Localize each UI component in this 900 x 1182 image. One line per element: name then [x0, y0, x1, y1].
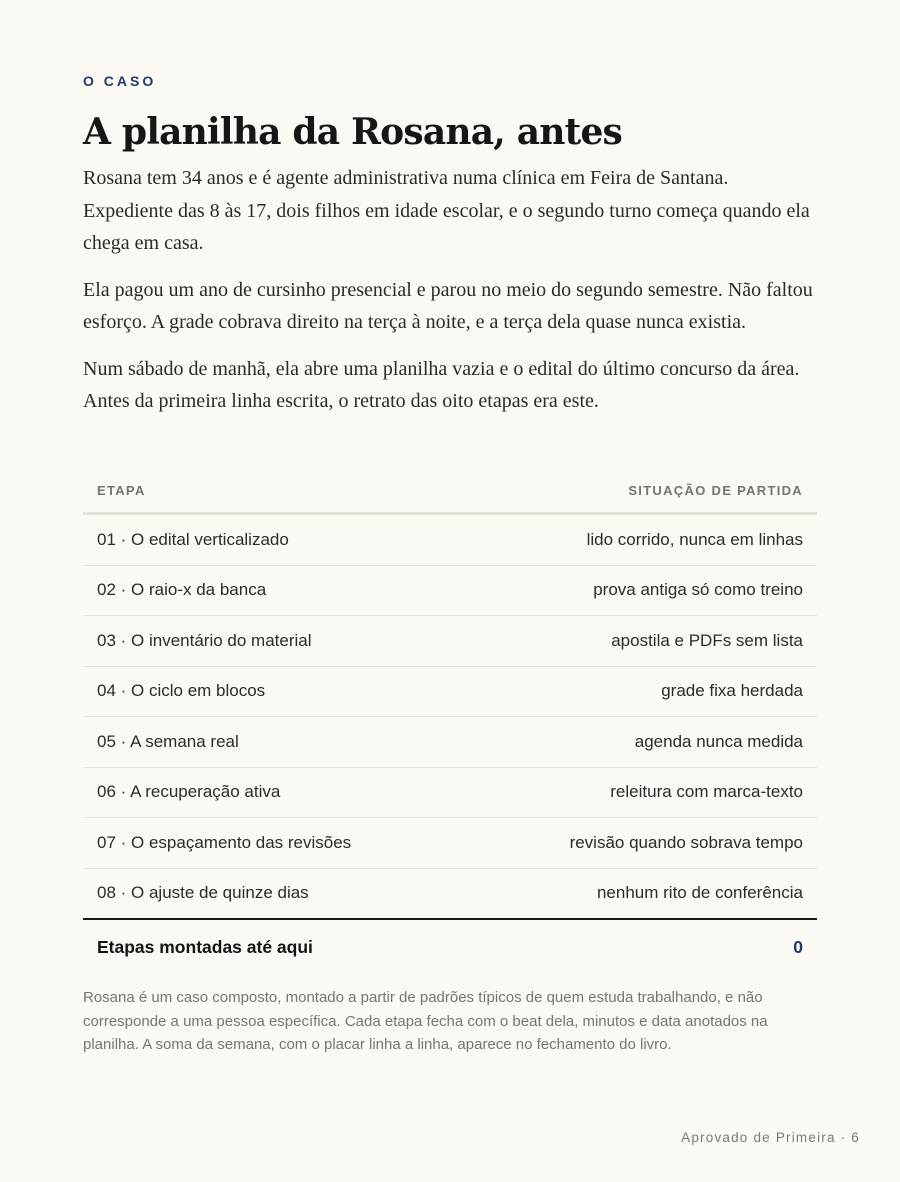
status-cell: apostila e PDFs sem lista [611, 630, 803, 650]
status-cell: nenhum rito de conferência [596, 883, 803, 903]
table-total-row [83, 920, 817, 974]
table-header [83, 468, 817, 515]
table-row [83, 717, 817, 768]
paragraph: Num sábado de manhã, ela abre uma planilha vazia e o edital do último concurso da área. Antes da primeira linha escrita, o retrato das oito etapas era este. [83, 357, 800, 412]
status-cell: grade fixa herdada [661, 681, 803, 701]
table-row [83, 869, 817, 921]
stage-cell: 05 · A semana real [97, 731, 239, 751]
body-text [83, 162, 817, 432]
total-label: Etapas montadas até aqui [97, 936, 313, 957]
stage-cell: 04 · O ciclo em blocos [97, 681, 266, 701]
paragraph: Ela pagou um ano de cursinho presencial e parou no meio do segundo semestre. Não faltou esforço. A grade cobrava direito na terça à noite, e a terça dela quase nunca existia. [83, 278, 813, 333]
stage-cell: 02 · O raio-x da banca [97, 580, 267, 600]
column-header-status: SITUAÇÃO DE PARTIDA [628, 482, 803, 498]
paragraph: Rosana tem 34 anos e é agente administrativa numa clínica em Feira de Santana. Expediente das 8 às 17, dois filhos em idade escolar, e o segundo turno começa quando ela chega em casa. [83, 167, 810, 254]
stages-table [83, 468, 817, 974]
stage-cell: 03 · O inventário do material [97, 630, 312, 650]
status-cell: releitura com marca-texto [610, 782, 803, 802]
status-cell: revisão quando sobrava tempo [569, 832, 803, 852]
table-row [83, 768, 817, 819]
table-row [83, 566, 817, 617]
total-value: 0 [793, 936, 803, 957]
stage-cell: 07 · O espaçamento das revisões [97, 832, 352, 852]
table-row [83, 616, 817, 667]
page-footer: Aprovado de Primeira · 6 [681, 1130, 860, 1145]
stage-cell: 06 · A recuperação ativa [97, 782, 281, 802]
section-kicker: O CASO [83, 73, 157, 89]
stage-cell: 08 · O ajuste de quinze dias [97, 883, 309, 903]
status-cell: agenda nunca medida [634, 731, 803, 751]
table-row [83, 818, 817, 869]
page-title: A planilha da Rosana, antes [83, 111, 623, 153]
stage-cell: 01 · O edital verticalizado [97, 529, 289, 549]
table-row [83, 515, 817, 566]
footnote: Rosana é um caso composto, montado a partir de padrões típicos de quem estuda trabalhando, e não corresponde a uma pessoa específica. Cada etapa fecha com o beat dela, minutos e data anotados na planilha. A soma da semana, com o placar linha a linha, aparece no fechamento do livro. [83, 989, 768, 1053]
status-cell: prova antiga só como treino [593, 580, 803, 600]
table-row [83, 667, 817, 718]
column-header-stage: ETAPA [97, 482, 146, 498]
status-cell: lido corrido, nunca em linhas [586, 529, 803, 549]
